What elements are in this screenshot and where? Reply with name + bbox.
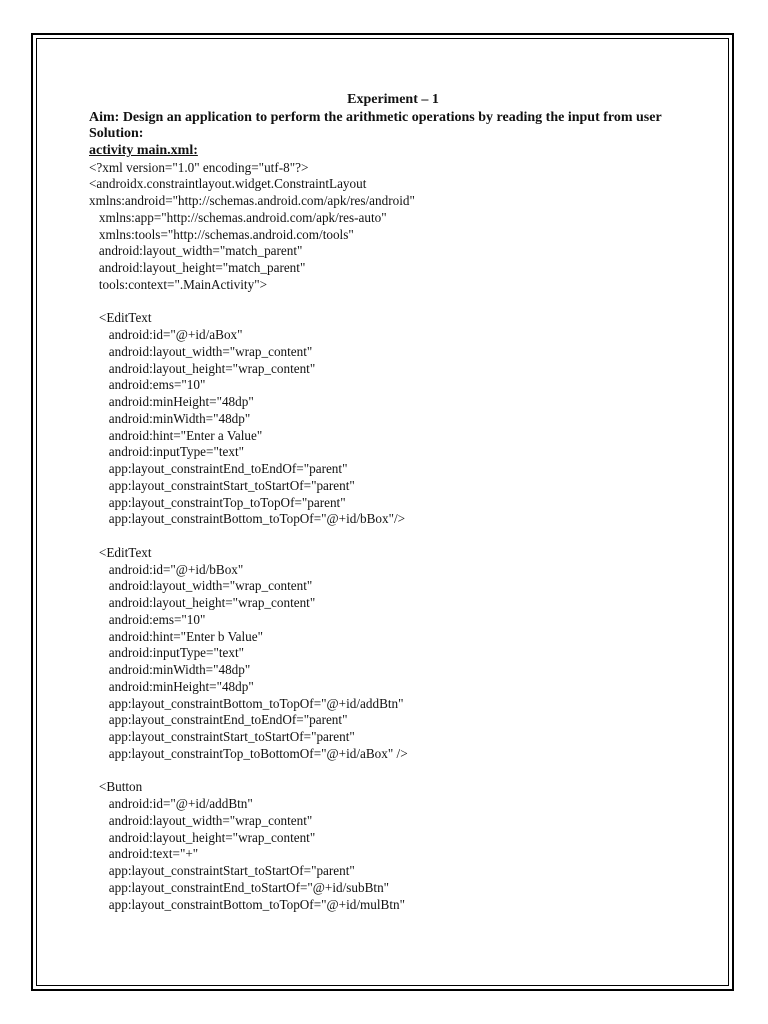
code-line: android:layout_width="wrap_content" [89,812,313,828]
code-line: android:id="@+id/bBox" [89,561,244,577]
code-line: app:layout_constraintTop_toTopOf="parent" [89,494,346,510]
code-line: app:layout_constraintBottom_toTopOf="@+id/addBtn" [89,695,404,711]
code-line: android:ems="10" [89,377,206,393]
code-line: app:layout_constraintBottom_toTopOf="@+id/mulBtn" [89,896,405,912]
code-line: android:id="@+id/addBtn" [89,796,253,812]
document-body [89,92,689,913]
code-line: android:minHeight="48dp" [89,678,254,694]
code-line: xmlns:app="http://schemas.android.com/apk/res-auto" [89,209,387,225]
code-line: android:minHeight="48dp" [89,394,254,410]
code-line: android:ems="10" [89,611,206,627]
code-block [89,160,689,914]
code-line [89,294,689,311]
code-line: app:layout_constraintEnd_toEndOf="parent" [89,712,348,728]
code-line: android:text="+" [89,846,199,862]
aim-statement: Aim: Design an application to perform the arithmetic operations by reading the input from user [89,109,662,125]
code-line: android:layout_height="wrap_content" [89,829,316,845]
code-line: android:inputType="text" [89,444,244,460]
code-line [89,763,689,780]
code-line: android:hint="Enter a Value" [89,427,263,443]
code-line: xmlns:tools="http://schemas.android.com/tools" [89,226,354,242]
code-line: xmlns:android="http://schemas.android.com/apk/res/android" [89,193,415,209]
code-line: app:layout_constraintTop_toBottomOf="@+id/aBox" /> [89,745,408,761]
solution-label: Solution: [89,126,144,141]
code-line: app:layout_constraintEnd_toEndOf="parent" [89,461,348,477]
code-line: <EditText [89,310,152,326]
code-line: android:layout_width="wrap_content" [89,343,313,359]
code-line: android:id="@+id/aBox" [89,327,243,343]
code-line: android:layout_width="wrap_content" [89,578,313,594]
code-line: android:minWidth="48dp" [89,662,251,678]
code-line: app:layout_constraintStart_toStartOf="parent" [89,863,355,879]
code-line: <androidx.constraintlayout.widget.ConstraintLayout [89,176,367,192]
code-line: android:inputType="text" [89,645,244,661]
code-line: app:layout_constraintEnd_toStartOf="@+id/subBtn" [89,879,390,895]
file-label: activity main.xml: [89,142,198,158]
experiment-title: Experiment – 1 [347,92,439,107]
code-line: android:hint="Enter b Value" [89,628,263,644]
code-line: <?xml version="1.0" encoding="utf-8"?> [89,159,309,175]
code-line: android:layout_width="match_parent" [89,243,303,259]
code-line: android:layout_height="wrap_content" [89,360,316,376]
code-line [89,528,689,545]
code-line: app:layout_constraintStart_toStartOf="parent" [89,729,355,745]
code-line: <Button [89,779,143,795]
code-line: app:layout_constraintBottom_toTopOf="@+id/bBox"/> [89,511,406,527]
code-line: android:layout_height="match_parent" [89,260,306,276]
code-line: app:layout_constraintStart_toStartOf="parent" [89,477,355,493]
code-line: <EditText [89,544,152,560]
code-line: android:minWidth="48dp" [89,410,251,426]
code-line: tools:context=".MainActivity"> [89,276,268,292]
code-line: android:layout_height="wrap_content" [89,595,316,611]
